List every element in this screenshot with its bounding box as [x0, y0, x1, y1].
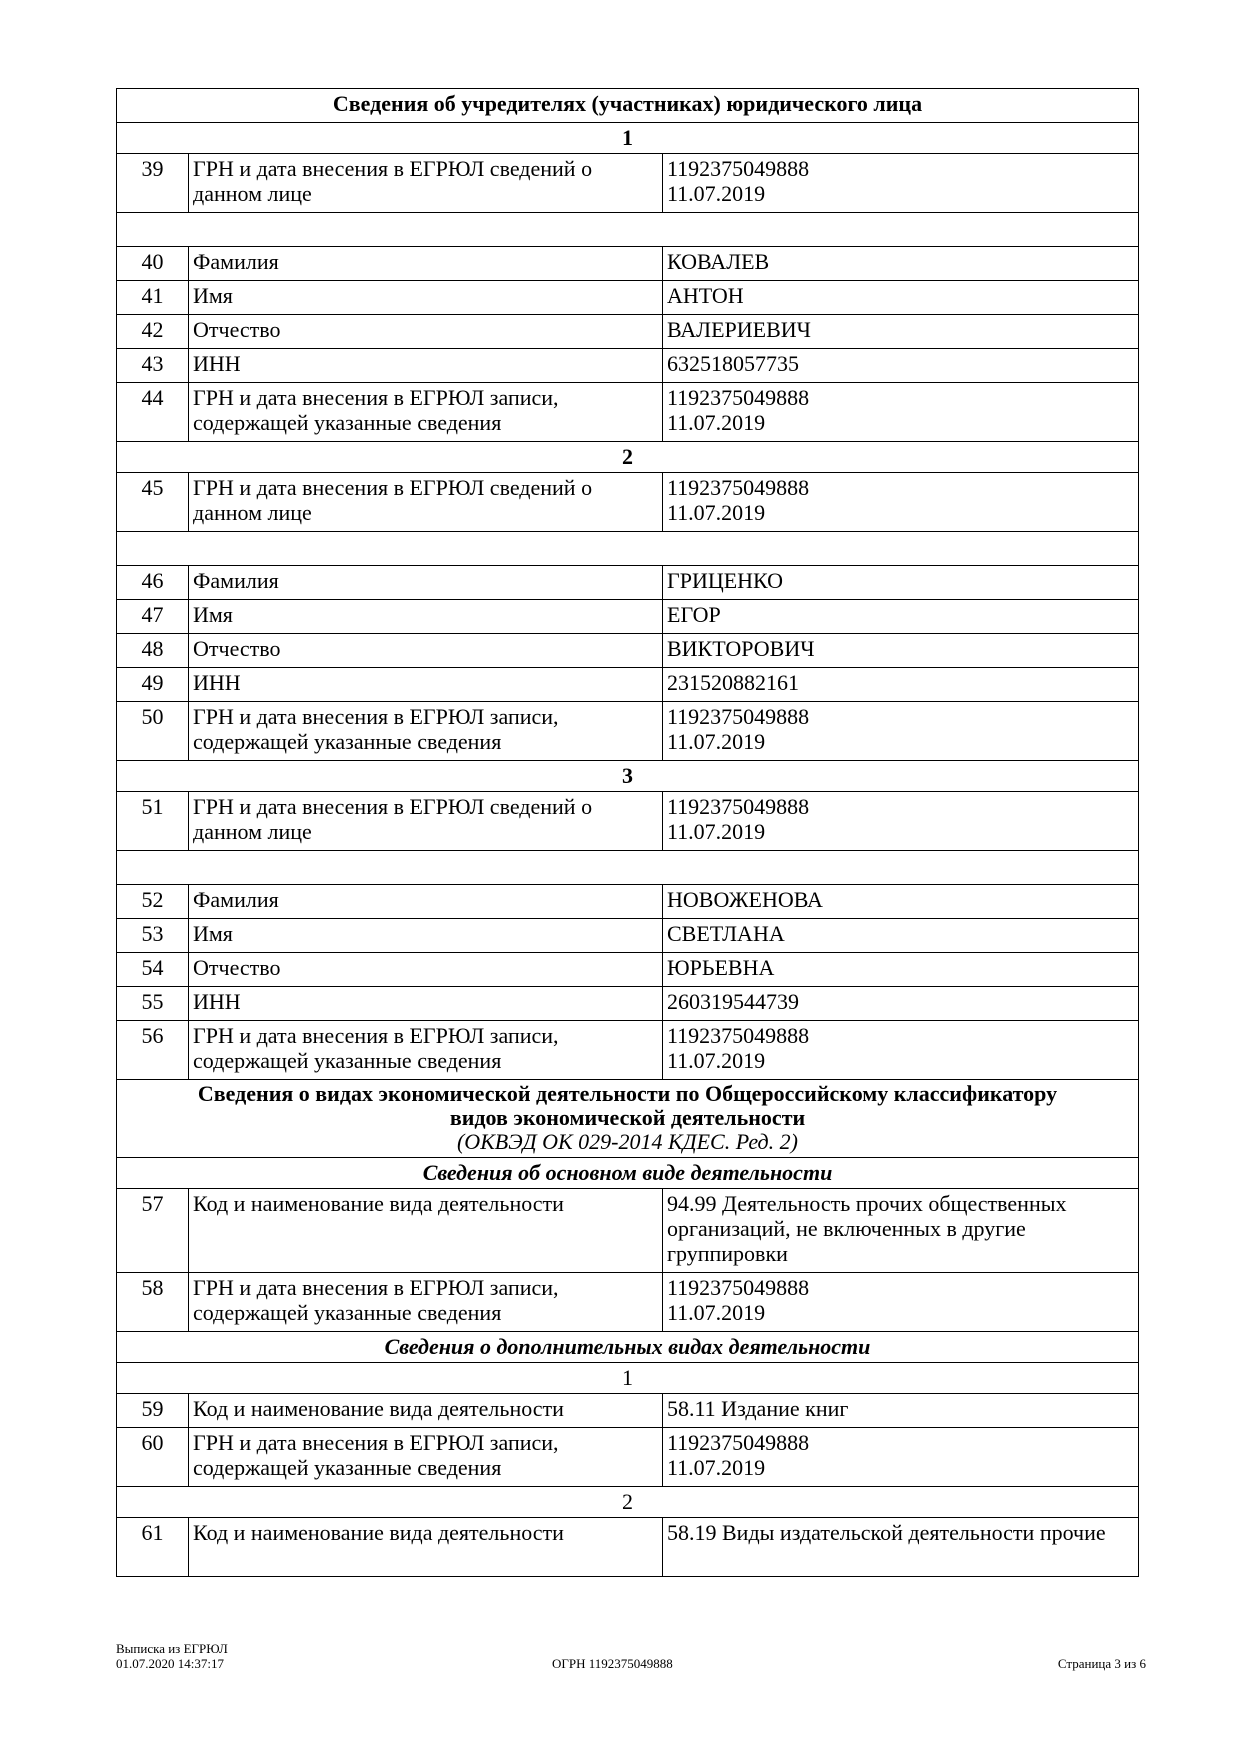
grn-value: 1192375049888 [667, 1430, 810, 1455]
row-number: 53 [117, 919, 189, 953]
row-number: 41 [117, 281, 189, 315]
row-label: Код и наименование вида деятельности [189, 1394, 663, 1428]
table-row [117, 383, 1139, 442]
row-number: 51 [117, 792, 189, 851]
row-value: ВАЛЕРИЕВИЧ [663, 315, 1139, 349]
table-row [117, 668, 1139, 702]
grn-value: 1192375049888 [667, 704, 810, 729]
row-value: 632518057735 [663, 349, 1139, 383]
row-value [663, 154, 1139, 213]
table-row [117, 473, 1139, 532]
row-label: Фамилия [189, 247, 663, 281]
row-label: Фамилия [189, 566, 663, 600]
table-row [117, 600, 1139, 634]
footer-page-number: Страница 3 из 6 [1057, 1656, 1146, 1671]
blank-row [117, 532, 1139, 566]
egrul-table [116, 88, 1139, 1577]
row-label: Отчество [189, 953, 663, 987]
table-row [117, 1394, 1139, 1428]
row-label: Код и наименование вида деятельности [189, 1189, 663, 1273]
okved-section-title [117, 1080, 1139, 1158]
table-row [117, 315, 1139, 349]
table-row [117, 1518, 1139, 1577]
row-label: ИНН [189, 668, 663, 702]
okved-subtitle: (ОКВЭД ОК 029-2014 КДЕС. Ред. 2) [456, 1129, 799, 1154]
row-number: 47 [117, 600, 189, 634]
row-number: 52 [117, 885, 189, 919]
row-value: 260319544739 [663, 987, 1139, 1021]
grn-value: 1192375049888 [667, 1275, 810, 1300]
founders-section-title: Сведения об учредителях (участниках) юридического лица [117, 89, 1139, 123]
row-value: ЕГОР [663, 600, 1139, 634]
grn-value: 1192375049888 [667, 794, 810, 819]
row-label: Код и наименование вида деятельности [189, 1518, 663, 1577]
footer-datetime: 01.07.2020 14:37:17 [116, 1656, 224, 1671]
table-row [117, 281, 1139, 315]
table-row [117, 919, 1139, 953]
row-label: Имя [189, 919, 663, 953]
row-value: 58.19 Виды издательской деятельности прочие [663, 1518, 1139, 1577]
table-row [117, 349, 1139, 383]
row-number: 48 [117, 634, 189, 668]
row-label: ГРН и дата внесения в ЕГРЮЛ сведений о данном лице [189, 473, 663, 532]
row-label: ГРН и дата внесения в ЕГРЮЛ записи, содержащей указанные сведения [189, 702, 663, 761]
table-row [117, 154, 1139, 213]
row-label: ГРН и дата внесения в ЕГРЮЛ записи, содержащей указанные сведения [189, 1021, 663, 1080]
table-row [117, 566, 1139, 600]
row-value: 231520882161 [663, 668, 1139, 702]
row-value [663, 383, 1139, 442]
row-label: Отчество [189, 315, 663, 349]
row-value [663, 1021, 1139, 1080]
row-number: 58 [117, 1273, 189, 1332]
row-number: 45 [117, 473, 189, 532]
row-value: СВЕТЛАНА [663, 919, 1139, 953]
row-value [663, 792, 1139, 851]
row-value: 94.99 Деятельность прочих общественных организаций, не включенных в другие группировки [663, 1189, 1139, 1273]
table-row [117, 1428, 1139, 1487]
founder-index: 2 [117, 442, 1139, 473]
main-activity-title: Сведения об основном виде деятельности [117, 1158, 1139, 1189]
date-value: 11.07.2019 [667, 729, 766, 754]
table-row [117, 1189, 1139, 1273]
row-label: Имя [189, 281, 663, 315]
row-label: ГРН и дата внесения в ЕГРЮЛ сведений о данном лице [189, 154, 663, 213]
grn-value: 1192375049888 [667, 475, 810, 500]
footer-doc-name: Выписка из ЕГРЮЛ [116, 1641, 228, 1656]
row-label: ГРН и дата внесения в ЕГРЮЛ записи, содержащей указанные сведения [189, 1428, 663, 1487]
table-row [117, 702, 1139, 761]
row-label: ГРН и дата внесения в ЕГРЮЛ сведений о данном лице [189, 792, 663, 851]
blank-row [117, 851, 1139, 885]
row-number: 54 [117, 953, 189, 987]
okved-title-line2: видов экономической деятельности [449, 1105, 806, 1130]
row-number: 61 [117, 1518, 189, 1577]
row-number: 50 [117, 702, 189, 761]
table-row [117, 792, 1139, 851]
date-value: 11.07.2019 [667, 1048, 766, 1073]
row-value [663, 1273, 1139, 1332]
date-value: 11.07.2019 [667, 1455, 766, 1480]
row-value: ГРИЦЕНКО [663, 566, 1139, 600]
date-value: 11.07.2019 [667, 1300, 766, 1325]
row-number: 59 [117, 1394, 189, 1428]
row-value: НОВОЖЕНОВА [663, 885, 1139, 919]
activity-index: 1 [117, 1363, 1139, 1394]
row-label: Отчество [189, 634, 663, 668]
table-row [117, 885, 1139, 919]
row-value: 58.11 Издание книг [663, 1394, 1139, 1428]
footer-doc-info [116, 1641, 228, 1671]
row-number: 46 [117, 566, 189, 600]
row-label: ГРН и дата внесения в ЕГРЮЛ записи, содержащей указанные сведения [189, 1273, 663, 1332]
row-number: 42 [117, 315, 189, 349]
grn-value: 1192375049888 [667, 1023, 810, 1048]
footer-ogrn: ОГРН 1192375049888 [552, 1656, 673, 1671]
row-number: 57 [117, 1189, 189, 1273]
founder-index: 3 [117, 761, 1139, 792]
date-value: 11.07.2019 [667, 819, 766, 844]
row-value [663, 473, 1139, 532]
table-row [117, 1273, 1139, 1332]
row-number: 60 [117, 1428, 189, 1487]
row-label: ИНН [189, 987, 663, 1021]
grn-value: 1192375049888 [667, 156, 810, 181]
row-number: 49 [117, 668, 189, 702]
date-value: 11.07.2019 [667, 500, 766, 525]
table-row [117, 1021, 1139, 1080]
table-row [117, 247, 1139, 281]
row-number: 56 [117, 1021, 189, 1080]
row-number: 55 [117, 987, 189, 1021]
row-label: Имя [189, 600, 663, 634]
row-number: 44 [117, 383, 189, 442]
row-number: 40 [117, 247, 189, 281]
table-row [117, 634, 1139, 668]
row-value: ВИКТОРОВИЧ [663, 634, 1139, 668]
row-value [663, 1428, 1139, 1487]
activity-index: 2 [117, 1487, 1139, 1518]
founder-index: 1 [117, 123, 1139, 154]
row-number: 43 [117, 349, 189, 383]
blank-row [117, 213, 1139, 247]
okved-title-line1: Сведения о видах экономической деятельности по Общероссийскому классификатору [197, 1081, 1058, 1106]
grn-value: 1192375049888 [667, 385, 810, 410]
row-label: Фамилия [189, 885, 663, 919]
row-value: КОВАЛЕВ [663, 247, 1139, 281]
row-number: 39 [117, 154, 189, 213]
row-label: ГРН и дата внесения в ЕГРЮЛ записи, содержащей указанные сведения [189, 383, 663, 442]
row-value: АНТОН [663, 281, 1139, 315]
table-row [117, 953, 1139, 987]
row-value [663, 702, 1139, 761]
date-value: 11.07.2019 [667, 410, 766, 435]
row-value: ЮРЬЕВНА [663, 953, 1139, 987]
table-row [117, 987, 1139, 1021]
date-value: 11.07.2019 [667, 181, 766, 206]
row-label: ИНН [189, 349, 663, 383]
additional-activities-title: Сведения о дополнительных видах деятельности [117, 1332, 1139, 1363]
